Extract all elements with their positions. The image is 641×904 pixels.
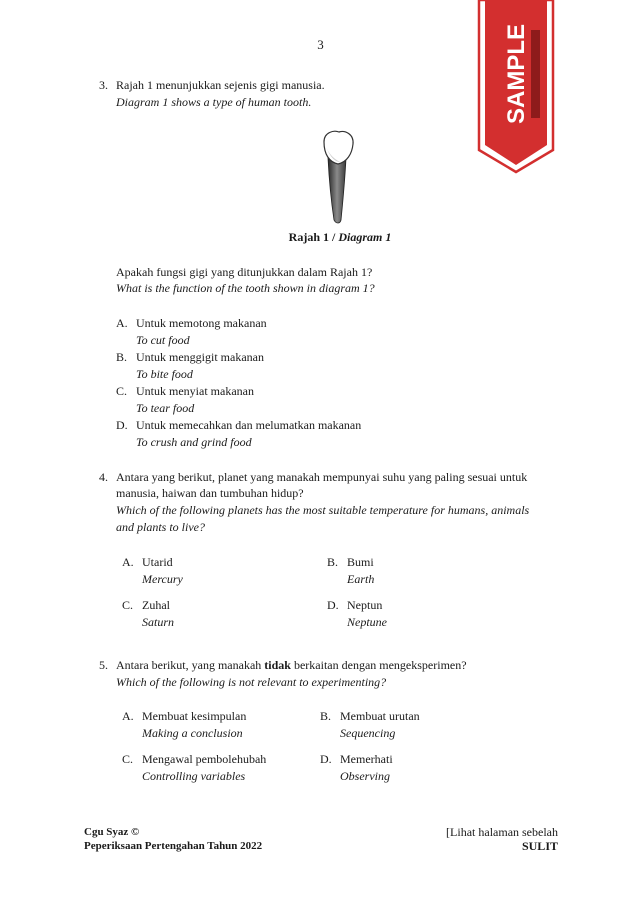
question-3-text-en: What is the function of the tooth shown in diagram 1?: [116, 281, 375, 295]
q4-option-b-letter: B.: [327, 555, 339, 569]
question-5-text-en: Which of the following is not relevant to experimenting?: [116, 675, 387, 689]
question-5-text-ms-bold: tidak: [264, 658, 291, 672]
diagram-caption: [0, 229, 641, 246]
q5-option-d-letter: D.: [320, 752, 332, 766]
q4-option-c-ms: Zuhal: [142, 598, 170, 612]
q4-option-a-letter: A.: [122, 555, 134, 569]
question-3-intro-ms: Rajah 1 menunjukkan sejenis gigi manusia.: [116, 78, 325, 92]
q3-option-a-letter: A.: [116, 316, 128, 330]
q3-option-c-letter: C.: [116, 384, 128, 398]
q4-option-d-en: Neptune: [347, 615, 387, 629]
question-4-text-en-line2: and plants to live?: [116, 520, 205, 534]
page-number: 3: [317, 37, 324, 52]
ribbon-small-tag: [531, 30, 540, 118]
q3-option-d-en: To crush and grind food: [136, 435, 252, 449]
footer-left: [84, 825, 262, 853]
question-3-intro-en: Diagram 1 shows a type of human tooth.: [116, 95, 312, 109]
q5-option-c-ms: Mengawal pembolehubah: [142, 752, 267, 766]
question-4-text-ms-line1: Antara yang berikut, planet yang manakah mempunyai suhu yang paling sesuai untuk: [116, 470, 528, 484]
q5-option-c-letter: C.: [122, 752, 134, 766]
q4-option-a-en: Mercury: [142, 572, 183, 586]
tooth-root: [328, 158, 346, 223]
footer-exam-name: Peperiksaan Pertengahan Tahun 2022: [84, 840, 263, 852]
question-5-text-ms-pre: Antara berikut, yang manakah: [116, 658, 265, 672]
sample-ribbon-watermark: [476, 0, 556, 175]
q4-option-d-ms: Neptun: [347, 598, 383, 612]
diagram-caption-ms: Rajah 1 /: [288, 230, 339, 244]
q5-option-c-en: Controlling variables: [142, 769, 246, 783]
footer-author: Cgu Syaz ©: [84, 826, 140, 838]
question-4-text-en-line1: Which of the following planets has the most suitable temperature for humans, animals: [116, 503, 530, 517]
q3-option-c-en: To tear food: [136, 401, 195, 415]
question-5-text-ms: [116, 657, 467, 674]
q5-option-a-ms: Membuat kesimpulan: [142, 709, 247, 723]
question-5-number: 5.: [99, 658, 108, 672]
q3-option-b-letter: B.: [116, 350, 128, 364]
q3-option-c-ms: Untuk menyiat makanan: [136, 384, 254, 398]
q3-option-d-ms: Untuk memecahkan dan melumatkan makanan: [136, 418, 362, 432]
q5-option-b-ms: Membuat urutan: [340, 709, 420, 723]
q3-option-b-ms: Untuk menggigit makanan: [136, 350, 264, 364]
q5-option-d-en: Observing: [340, 769, 390, 783]
q5-option-a-letter: A.: [122, 709, 134, 723]
diagram-caption-en: Diagram 1: [338, 230, 392, 244]
q5-option-b-en: Sequencing: [340, 726, 396, 740]
q3-option-a-en: To cut food: [136, 333, 190, 347]
q4-option-b-ms: Bumi: [347, 555, 374, 569]
q4-option-c-letter: C.: [122, 598, 134, 612]
q3-option-d-letter: D.: [116, 418, 128, 432]
question-4-number: 4.: [99, 470, 108, 484]
q5-option-a-en: Making a conclusion: [142, 726, 243, 740]
tooth-crown: [324, 131, 353, 164]
q3-option-b-en: To bite food: [136, 367, 193, 381]
tooth-diagram: [312, 128, 362, 226]
q3-option-a-ms: Untuk memotong makanan: [136, 316, 267, 330]
footer-right: [446, 825, 558, 853]
q4-option-a-ms: Utarid: [142, 555, 173, 569]
q4-option-b-en: Earth: [347, 572, 375, 586]
ribbon-sample-text: SAMPLE: [503, 23, 530, 124]
q5-option-d-ms: Memerhati: [340, 752, 393, 766]
q5-option-b-letter: B.: [320, 709, 332, 723]
question-3-text-ms: Apakah fungsi gigi yang ditunjukkan dalam Rajah 1?: [116, 265, 373, 279]
q4-option-c-en: Saturn: [142, 615, 175, 629]
footer-sulit: SULIT: [521, 839, 558, 853]
footer-next-page: [Lihat halaman sebelah: [446, 825, 558, 839]
question-5-text-ms-post: berkaitan dengan mengeksperimen?: [290, 658, 467, 672]
question-4-text-ms-line2: manusia, haiwan dan tumbuhan hidup?: [116, 486, 304, 500]
question-3-number: 3.: [99, 78, 108, 92]
q4-option-d-letter: D.: [327, 598, 339, 612]
